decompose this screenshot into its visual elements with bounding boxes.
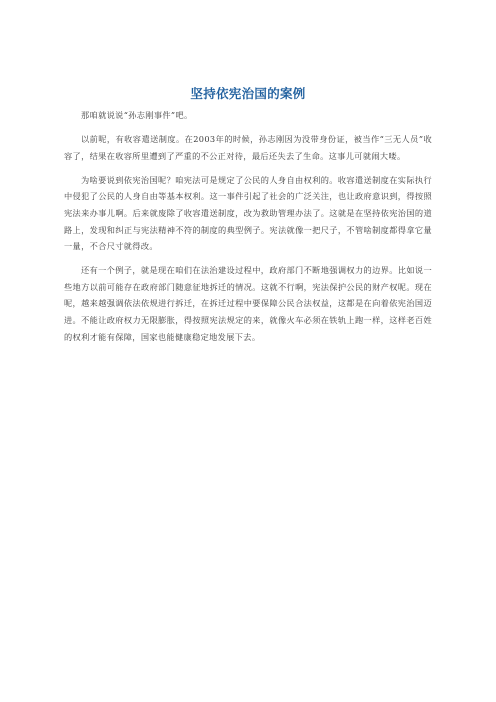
paragraph-background: 以前呢，有收容遣送制度。在2003年的时候，孙志刚因为没带身份证，被当作“三无人员”收容了，结果在收容所里遭到了严重的不公正对待，最后还失去了生命。这事儿可就闹大喽。 [64, 134, 432, 161]
paragraph-analysis: 为啥要说到依宪治国呢？咱宪法可是规定了公民的人身自由权利的。收容遣送制度在实际执行中侵犯了公民的人身自由等基本权利。这一事件引起了社会的广泛关注，也让政府意识到，得按照宪法来办事儿啊。后来就废除了收容遣送制度，改为救助管理办法了。这就是在坚持依宪治国的道路上，发现和纠正与宪法精神不符的制度的典型例子。宪法就像一把尺子，不管啥制度都得拿它量一量，不合尺寸就得改。 [64, 174, 432, 252]
paragraph-intro: 那咱就说说“孙志刚事件”吧。 [81, 110, 193, 120]
document-title: 坚持依宪治国的案例 [190, 86, 306, 101]
document-body [64, 107, 432, 345]
paragraph-second-example: 还有一个例子，就是现在咱们在法治建设过程中，政府部门不断地强调权力的边界。比如说一些地方以前可能存在政府部门随意征地拆迁的情况。这就不行啊，宪法保护公民的财产权呢。现在呢，越来越强调依法依规进行拆迁，在拆迁过程中要保障公民合法权益，这都是在向着依宪治国迈进。不能让政府权力无限膨胀，得按照宪法规定的来，就像火车必须在铁轨上跑一样，这样老百姓的权利才能有保障，国家也能健康稳定地发展下去。 [64, 265, 432, 342]
